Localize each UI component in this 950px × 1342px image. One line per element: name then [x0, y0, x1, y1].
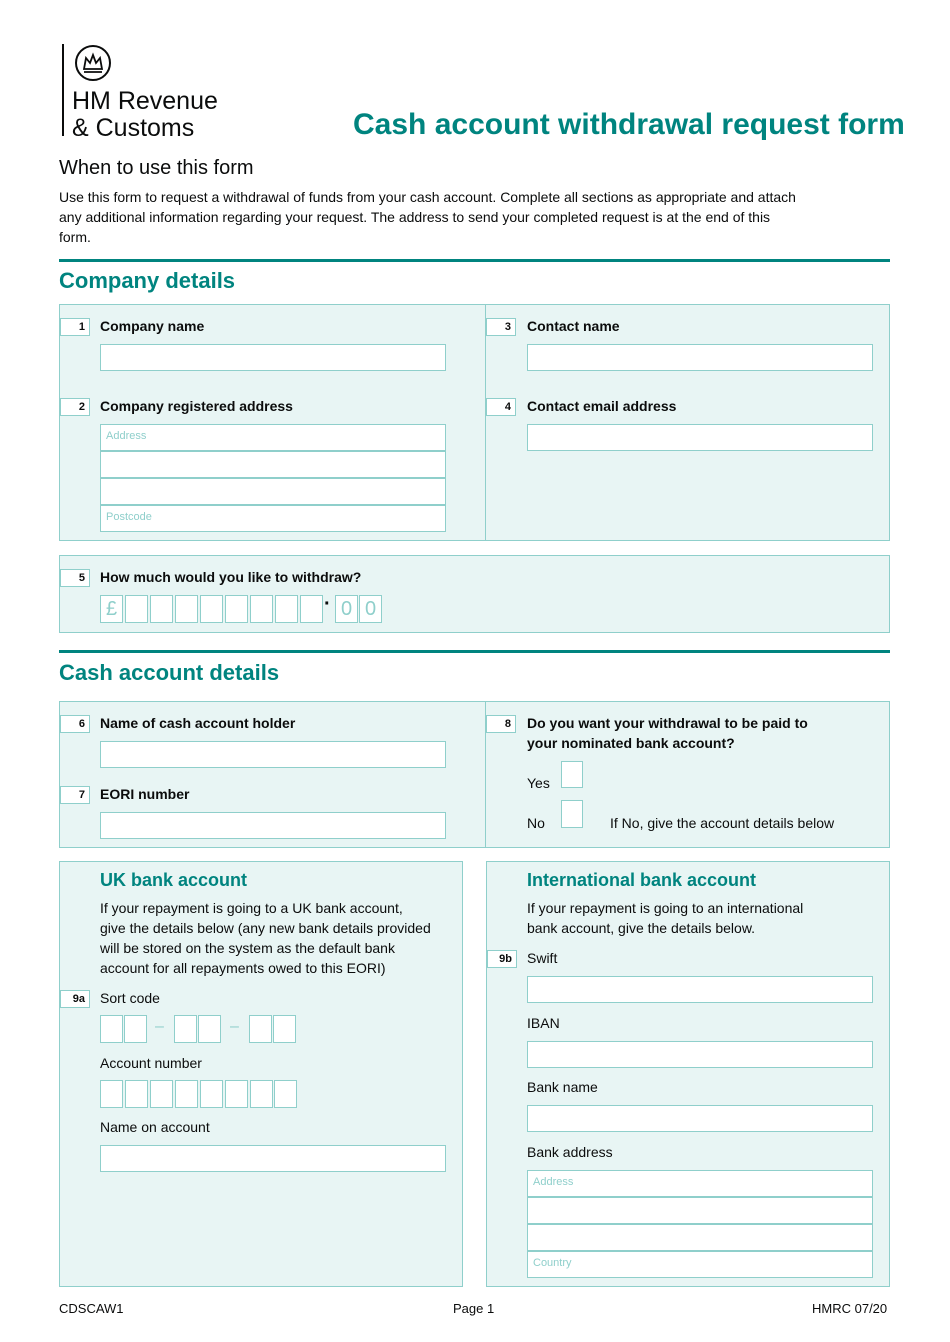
withdraw-amount-label: How much would you like to withdraw?: [100, 569, 362, 585]
contact-name-input[interactable]: [527, 344, 873, 371]
royal-crest-icon: [74, 44, 112, 82]
sort-code-label: Sort code: [100, 990, 160, 1006]
pence-digit-input[interactable]: 0: [359, 595, 382, 623]
account-number-digit-input[interactable]: [150, 1080, 173, 1108]
logo-rule: [62, 44, 64, 136]
section-rule: [59, 259, 890, 262]
description-line: give the details below (any new bank details provided: [100, 920, 431, 936]
form-code: CDSCAW1: [59, 1301, 124, 1316]
sort-code-digit-input[interactable]: [249, 1015, 272, 1043]
name-on-account-label: Name on account: [100, 1119, 210, 1135]
org-name-line1: HM Revenue: [72, 87, 218, 115]
org-name-line2: & Customs: [72, 114, 195, 142]
sort-code-digit-input[interactable]: [124, 1015, 147, 1043]
question-number: 7: [60, 786, 90, 804]
description-line: will be stored on the system as the default bank: [100, 940, 395, 956]
question-number: 1: [60, 318, 90, 336]
contact-email-label: Contact email address: [527, 398, 677, 414]
no-label: No: [527, 815, 545, 831]
question-number: 6: [60, 715, 90, 733]
description-line: If your repayment is going to an international: [527, 900, 804, 916]
company-address-label: Company registered address: [100, 398, 293, 414]
pence-digit-input[interactable]: 0: [335, 595, 358, 623]
account-number-digit-input[interactable]: [274, 1080, 297, 1108]
yes-label: Yes: [527, 775, 550, 791]
no-checkbox[interactable]: [561, 800, 583, 828]
yes-checkbox[interactable]: [561, 761, 583, 788]
question-line: your nominated bank account?: [527, 735, 735, 751]
company-address-line2-input[interactable]: [100, 451, 446, 478]
question-number: 4: [486, 398, 516, 416]
bank-name-label: Bank name: [527, 1079, 598, 1095]
sort-code-digit-input[interactable]: [174, 1015, 197, 1043]
bank-address-label: Bank address: [527, 1144, 613, 1160]
cash-section-heading: Cash account details: [59, 660, 280, 685]
description-line: If your repayment is going to a UK bank account,: [100, 900, 403, 916]
intl-bank-description: [527, 898, 803, 938]
page-number: Page 1: [453, 1301, 495, 1316]
description-line: bank account, give the details below.: [527, 920, 756, 936]
question-number: 5: [60, 569, 90, 587]
company-address-line1-input[interactable]: Address: [100, 424, 446, 451]
sort-code-digit-input[interactable]: [273, 1015, 296, 1043]
sort-code-separator: –: [155, 1018, 164, 1035]
account-number-digit-input[interactable]: [125, 1080, 148, 1108]
intl-bank-heading: International bank account: [527, 870, 757, 890]
account-number-digit-input[interactable]: [250, 1080, 273, 1108]
intro-heading: When to use this form: [59, 157, 254, 179]
eori-label: EORI number: [100, 786, 190, 802]
eori-input[interactable]: [100, 812, 446, 839]
amount-digit-input[interactable]: [200, 595, 223, 623]
org-name: [72, 88, 218, 142]
iban-input[interactable]: [527, 1041, 873, 1068]
name-on-account-input[interactable]: [100, 1145, 446, 1172]
contact-name-label: Contact name: [527, 318, 620, 334]
company-postcode-input[interactable]: Postcode: [100, 505, 446, 532]
company-section-heading: Company details: [59, 268, 236, 293]
currency-symbol: £: [100, 595, 123, 623]
swift-label: Swift: [527, 950, 558, 966]
bank-name-input[interactable]: [527, 1105, 873, 1132]
amount-digit-input[interactable]: [150, 595, 173, 623]
account-number-digit-input[interactable]: [225, 1080, 248, 1108]
question-number: 8: [486, 715, 516, 733]
question-number: 9a: [60, 990, 90, 1008]
account-number-label: Account number: [100, 1055, 202, 1071]
swift-input[interactable]: [527, 976, 873, 1003]
form-version: HMRC 07/20: [812, 1301, 888, 1316]
iban-label: IBAN: [527, 1015, 560, 1031]
page-title: Cash account withdrawal request form: [353, 108, 905, 141]
account-number-digit-input[interactable]: [175, 1080, 198, 1108]
account-number-digit-input[interactable]: [200, 1080, 223, 1108]
uk-bank-heading: UK bank account: [100, 870, 248, 890]
no-note: If No, give the account details below: [610, 815, 835, 831]
panel-divider: [485, 305, 486, 540]
amount-digit-input[interactable]: [125, 595, 148, 623]
account-number-digit-input[interactable]: [100, 1080, 123, 1108]
question-number: 3: [486, 318, 516, 336]
section-rule: [59, 650, 890, 653]
account-holder-input[interactable]: [100, 741, 446, 768]
question-number: 9b: [487, 950, 517, 968]
description-line: account for all repayments owed to this EORI): [100, 960, 386, 976]
company-name-input[interactable]: [100, 344, 446, 371]
account-holder-label: Name of cash account holder: [100, 715, 296, 731]
uk-bank-description: [100, 898, 431, 978]
bank-address-line3-input[interactable]: [527, 1224, 873, 1251]
amount-digit-input[interactable]: [275, 595, 298, 623]
sort-code-digit-input[interactable]: [198, 1015, 221, 1043]
sort-code-digit-input[interactable]: [100, 1015, 123, 1043]
bank-country-input[interactable]: Country: [527, 1251, 873, 1278]
amount-digit-input[interactable]: [175, 595, 198, 623]
sort-code-separator: –: [230, 1018, 239, 1035]
contact-email-input[interactable]: [527, 424, 873, 451]
company-name-label: Company name: [100, 318, 205, 334]
amount-digit-input[interactable]: [250, 595, 273, 623]
amount-digit-input[interactable]: [225, 595, 248, 623]
amount-digit-input[interactable]: [300, 595, 323, 623]
decimal-point: ·: [324, 593, 331, 615]
company-address-line3-input[interactable]: [100, 478, 446, 505]
bank-address-line1-input[interactable]: Address: [527, 1170, 873, 1197]
question-line: Do you want your withdrawal to be paid to: [527, 715, 808, 731]
intro-body: Use this form to request a withdrawal of funds from your cash account. Complete all sections as appropriate and attach any additional information regarding your request. The address to send your completed request is at the end of this form.: [59, 189, 796, 245]
bank-address-line2-input[interactable]: [527, 1197, 873, 1224]
question-number: 2: [60, 398, 90, 416]
nominated-account-question: [527, 713, 808, 753]
